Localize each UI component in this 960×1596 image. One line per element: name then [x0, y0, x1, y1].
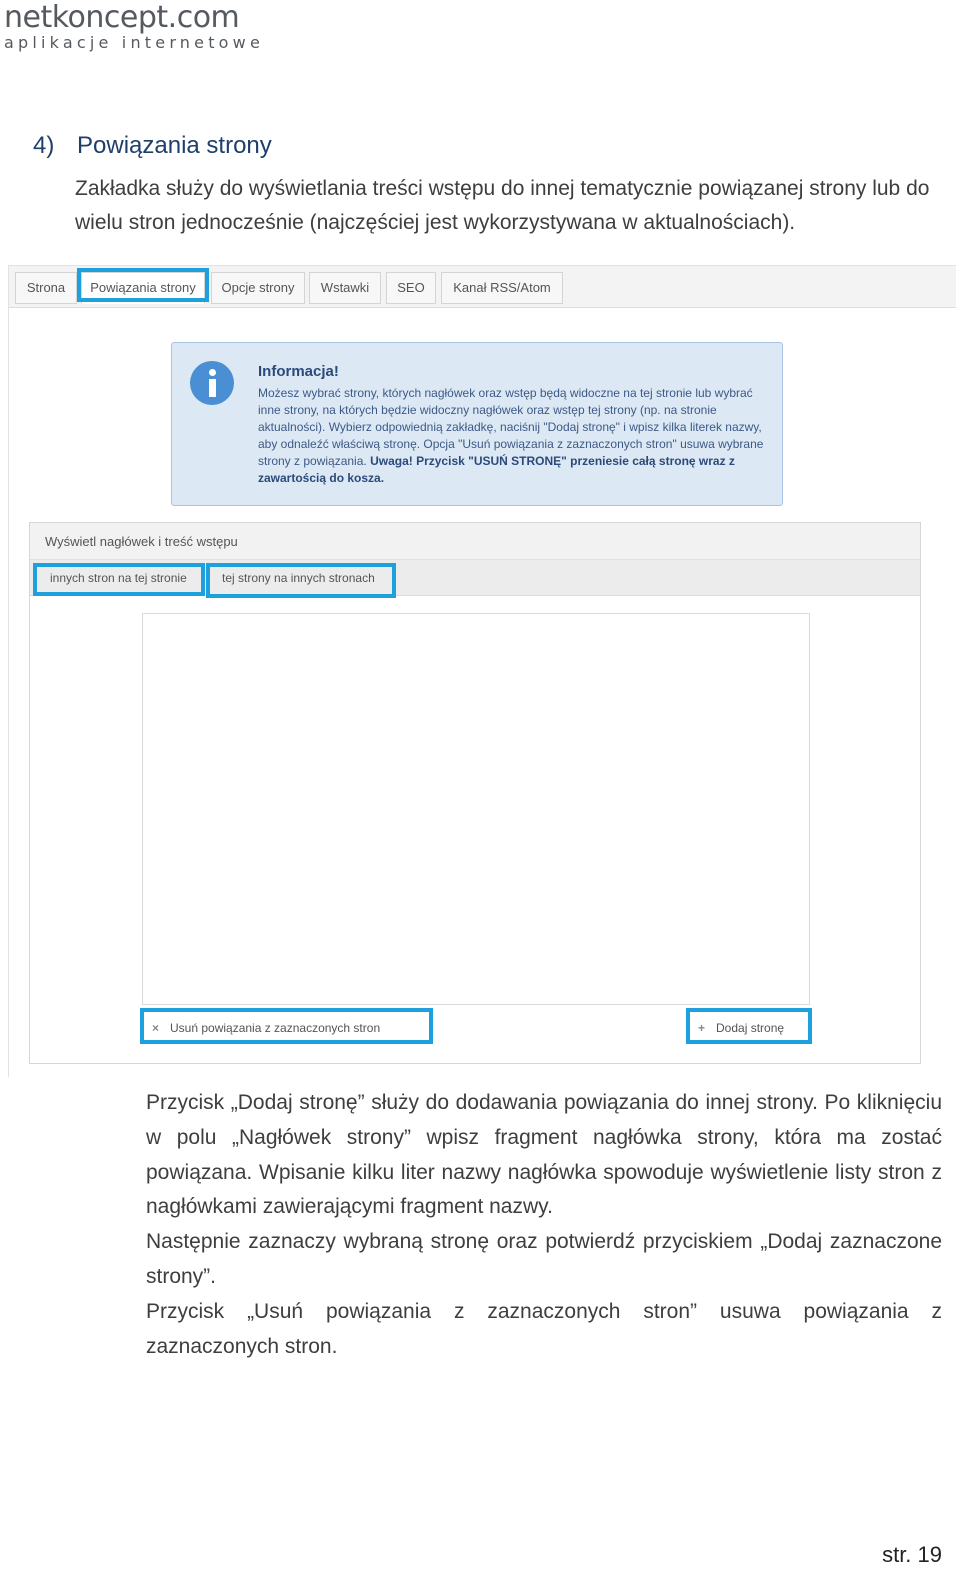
body-paragraph-1: Przycisk „Dodaj stronę” służy do dodawania powiązania do innej strony. Po kliknięciu w polu „Nagłówek strony” wpisz fragment nagłówka strony, która ma zostać powiązana. Wpisanie kilku liter nazwy nagłówka spowoduje wyświetlenie listy stron z nagłówkami zawierającymi fragment nazwy.	[146, 1091, 942, 1219]
tab-opcje-strony[interactable]: Opcje strony	[211, 272, 305, 304]
ui-screenshot	[8, 265, 956, 1077]
relations-panel-header: Wyświetl nagłówek i treść wstępu	[30, 523, 920, 560]
info-title: Informacja!	[258, 363, 339, 380]
info-circle-icon	[190, 361, 234, 405]
info-text	[258, 385, 768, 487]
logo	[4, 0, 264, 52]
remove-relations-button[interactable]	[152, 1014, 427, 1042]
section-heading	[33, 132, 272, 160]
logo-main-text: netkoncept.com	[4, 0, 240, 35]
tab-powiazania-strony[interactable]: Powiązania strony	[81, 272, 205, 304]
section-title: Powiązania strony	[77, 132, 272, 159]
intro-paragraph: Zakładka służy do wyświetlania treści wstępu do innej tematycznie powiązanej strony lub do wielu stron jednocześnie (najczęściej jest wykorzystywana w aktualnościach).	[75, 177, 930, 234]
add-page-button[interactable]	[698, 1014, 814, 1042]
page-number: str. 19	[882, 1542, 942, 1567]
tab-bar	[9, 266, 956, 308]
option-this-page-elsewhere[interactable]: tej strony na innych stronach	[222, 571, 375, 585]
plus-icon: +	[698, 1021, 706, 1035]
tab-wstawki[interactable]: Wstawki	[309, 272, 381, 304]
relations-option-bar	[30, 560, 920, 596]
tab-seo[interactable]: SEO	[386, 272, 436, 304]
relations-panel	[29, 522, 921, 1064]
add-page-label: Dodaj stronę	[716, 1021, 785, 1035]
info-box	[171, 342, 783, 506]
body-paragraph-2: Następnie zaznaczy wybraną stronę oraz potwierdź przyciskiem „Dodaj zaznaczone strony”.	[146, 1230, 942, 1288]
tab-kanal-rss[interactable]: Kanał RSS/Atom	[441, 272, 563, 304]
option-other-pages-here[interactable]: innych stron na tej stronie	[50, 571, 187, 585]
times-icon: ×	[152, 1021, 160, 1035]
info-description: Możesz wybrać strony, których nagłówek oraz wstęp będą widoczne na tej stronie lub wybrać inne strony, na których będzie widoczny nagłówek oraz wstęp tej strony (np. na stronie aktualności). Wybierz odpowiednią zakładkę, naciśnij "Dodaj stronę" i wpisz kilka literek nazwy, aby odnaleźć właściwą stronę. Opcja "Usuń powiązania z zaznaczonych stron" usuwa wybrane strony z powiązania.	[258, 386, 764, 468]
remove-relations-label: Usuń powiązania z zaznaczonych stron	[170, 1021, 381, 1035]
section-number: 4)	[33, 132, 55, 159]
logo-sub-text: aplikacje internetowe	[4, 33, 264, 52]
tab-strona[interactable]: Strona	[15, 272, 77, 304]
info-warning: Uwaga! Przycisk "USUŃ STRONĘ" przeniesie całą stronę wraz z zawartością do kosza.	[258, 454, 735, 485]
body-text	[146, 1086, 942, 1364]
body-paragraph-3: Przycisk „Usuń powiązania z zaznaczonych stron” usuwa powiązania z zaznaczonych stron.	[146, 1299, 942, 1358]
related-pages-list[interactable]	[142, 613, 810, 1005]
